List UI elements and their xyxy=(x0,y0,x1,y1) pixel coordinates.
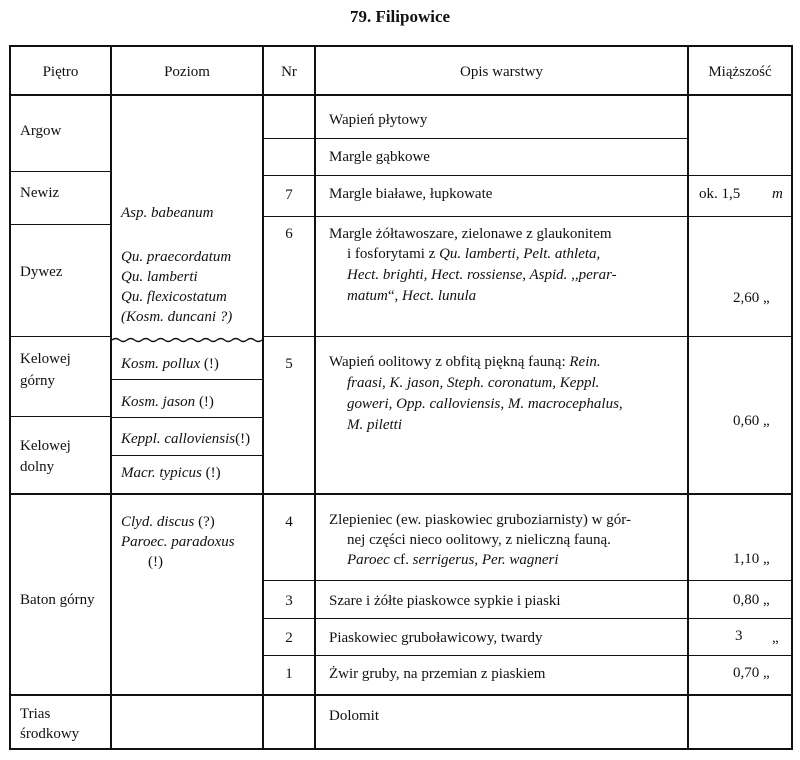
thickness-layer-5: 0,60 „ xyxy=(733,413,770,429)
desc-layer-5-line3: goweri, Opp. calloviensis, M. macrocephalus, xyxy=(347,396,623,412)
desc-layer-6-line4-hect: Hect. lunula xyxy=(402,288,477,304)
desc-layer-4-line1: Zlepieniec (ew. piaskowiec gruboziarnisty) w gór- xyxy=(329,512,631,528)
horizon-macr-typicus xyxy=(121,466,221,481)
nr-7: 7 xyxy=(285,187,293,203)
desc-dolomit: Dolomit xyxy=(329,708,380,724)
nr-4: 4 xyxy=(285,514,293,530)
desc-layer-6-line2 xyxy=(347,247,600,262)
desc-layer-5-line2: fraasi, K. jason, Steph. coronatum, Keppl. xyxy=(347,375,600,391)
stage-kelowej-dolny-line1: Kelowej xyxy=(20,438,71,454)
desc-layer-6-line2-text: i fosforytami z xyxy=(347,246,440,262)
desc-layer-6-line4-quote: “, xyxy=(387,288,403,304)
stage-kelowej-gorny-line2: górny xyxy=(20,373,55,389)
horizon-kosm-jason-mark: (!) xyxy=(198,394,214,410)
horizon-macr-typicus-mark: (!) xyxy=(205,465,221,481)
desc-layer-4-line3-cf: cf. xyxy=(393,552,413,568)
stage-baton-gorny: Baton górny xyxy=(20,592,95,608)
desc-layer-6-line3: Hect. brighti, Hect. rossiense, Aspid. ,,perar- xyxy=(347,267,617,283)
horizon-kosm-jason-name: Kosm. jason xyxy=(121,394,196,410)
desc-layer-5-line1 xyxy=(329,355,601,370)
horizon-qu-praecordatum: Qu. praecordatum xyxy=(121,249,232,265)
thickness-layer-2-unit: „ xyxy=(772,630,779,646)
horizon-qu-flexicostatum: Qu. flexicostatum xyxy=(121,289,227,305)
horizon-paroec-paradoxus-mark: (!) xyxy=(148,554,163,570)
thickness-layer-1: 0,70 „ xyxy=(733,665,770,681)
nr-5: 5 xyxy=(285,356,293,372)
horizon-qu-lamberti: Qu. lamberti xyxy=(121,269,198,285)
desc-layer-6-line2-fauna: Qu. lamberti, Pelt. athleta, xyxy=(439,246,601,262)
desc-layer-6-line1: Margle żółtawoszare, zielonawe z glaukonitem xyxy=(329,226,612,242)
stage-trias-line1: Trias xyxy=(20,706,51,722)
desc-layer-4-line3 xyxy=(347,553,559,568)
stage-newiz: Newiz xyxy=(20,185,60,201)
thickness-layer-4: 1,10 „ xyxy=(733,551,770,567)
thickness-layer-3: 0,80 „ xyxy=(733,592,770,608)
desc-margle-gabkowe: Margle gąbkowe xyxy=(329,149,430,165)
horizon-kosm-pollux xyxy=(121,357,219,372)
wavy-boundary-line xyxy=(112,337,262,343)
horizon-clyd-discus xyxy=(121,515,215,530)
stage-dywez: Dywez xyxy=(20,264,63,280)
header-horizon: Poziom xyxy=(164,64,210,80)
desc-layer-4-line3-paroec: Paroec xyxy=(347,552,394,568)
stage-trias-line2: środkowy xyxy=(20,726,80,742)
horizon-kosm-pollux-mark: (!) xyxy=(203,356,219,372)
horizon-kosm-duncani: (Kosm. duncani ?) xyxy=(121,309,233,325)
desc-layer-1: Żwir gruby, na przemian z piaskiem xyxy=(329,666,546,682)
desc-layer-5-line1-text: Wapień oolitowy z obfitą piękną fauną: xyxy=(329,354,570,370)
horizon-paroec-paradoxus: Paroec. paradoxus xyxy=(121,534,235,550)
horizon-kosm-pollux-name: Kosm. pollux xyxy=(121,356,201,372)
horizon-keppl-calloviensis-name: Keppl. calloviensis xyxy=(121,431,236,447)
horizon-clyd-discus-name: Clyd. discus xyxy=(121,514,195,530)
stage-kelowej-dolny-line2: dolny xyxy=(20,459,55,475)
header-nr: Nr xyxy=(281,64,297,80)
nr-2: 2 xyxy=(285,630,293,646)
nr-6: 6 xyxy=(285,226,293,242)
page-title: 79. Filipowice xyxy=(349,7,451,26)
desc-layer-6-line4-matum: matum xyxy=(347,288,388,304)
thickness-layer-7-value: ok. 1,5 xyxy=(699,186,741,202)
horizon-keppl-calloviensis-mark: (!) xyxy=(235,431,251,447)
horizon-clyd-discus-mark: (?) xyxy=(198,514,215,530)
horizon-kosm-jason xyxy=(121,395,214,410)
nr-3: 3 xyxy=(285,593,293,609)
horizon-macr-typicus-name: Macr. typicus xyxy=(121,465,202,481)
thickness-layer-6: 2,60 „ xyxy=(733,290,770,306)
desc-layer-4-line2: nej części nieco oolitowy, z nieliczną fauną. xyxy=(347,532,611,548)
horizon-asp-babeanum: Asp. babeanum xyxy=(121,205,214,221)
desc-layer-7: Margle białawe, łupkowate xyxy=(329,186,493,202)
thickness-layer-2-value: 3 xyxy=(735,628,743,644)
desc-layer-5-line4: M. piletti xyxy=(347,417,402,433)
nr-1: 1 xyxy=(285,666,293,682)
desc-layer-6-line4 xyxy=(347,289,476,304)
header-description: Opis warstwy xyxy=(460,64,543,80)
desc-wapien-plytowy: Wapień płytowy xyxy=(329,112,428,128)
header-stage: Piętro xyxy=(42,64,79,80)
thickness-layer-7-unit: m xyxy=(772,186,783,202)
desc-layer-5-line1-rein: Rein. xyxy=(569,354,601,370)
desc-layer-4-line3-species: serrigerus, Per. wagneri xyxy=(412,552,559,568)
desc-layer-2: Piaskowiec gruboławicowy, twardy xyxy=(329,630,543,646)
header-thickness: Miąższość xyxy=(708,64,772,80)
desc-layer-3: Szare i żółte piaskowce sypkie i piaski xyxy=(329,593,561,609)
stage-argow: Argow xyxy=(20,123,62,139)
stage-kelowej-gorny-line1: Kelowej xyxy=(20,351,71,367)
horizon-keppl-calloviensis xyxy=(121,432,250,447)
